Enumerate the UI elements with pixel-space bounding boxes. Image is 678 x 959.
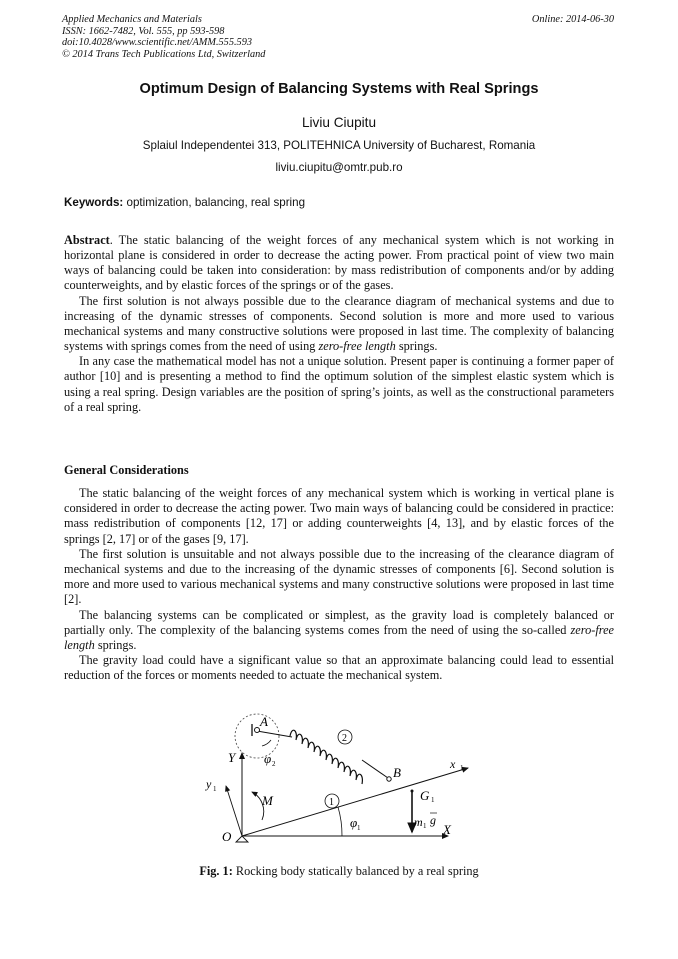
- body-paragraph: The balancing systems can be complicated or simplest, as the gravity load is completely balanced or partially only. The complexity of the balancing systems comes from the need of using the so-called zero-free length springs.: [64, 607, 614, 653]
- abstract-label: Abstract: [64, 233, 110, 247]
- keywords-label: Keywords:: [64, 196, 124, 209]
- label-y: Y: [228, 750, 236, 765]
- doi-line: doi:10.4028/www.scientific.net/AMM.555.593: [62, 37, 252, 49]
- label-m: M: [262, 793, 273, 808]
- label-g1: G: [420, 788, 430, 803]
- label-x1: x: [450, 757, 456, 771]
- label-b: B: [393, 765, 401, 780]
- section-body: [64, 486, 614, 684]
- journal-name: Applied Mechanics and Materials: [62, 14, 202, 25]
- keywords-text: optimization, balancing, real spring: [126, 196, 306, 209]
- abstract-paragraph: In any case the mathematical model has not a unique solution. Present paper is continuing a former paper of author [10] and is presenting a method to find the optimum solution of the simplest elastic system which is using a real spring. Design variables are the position of spring’s joints, as well as the constructional parameters of a real spring.: [64, 354, 614, 414]
- label-m1-sub: 1: [423, 822, 427, 830]
- paper-title: Optimum Design of Balancing Systems with Real Springs: [139, 81, 539, 97]
- spring-end-line-b: [362, 760, 388, 778]
- label-a: A: [260, 714, 268, 729]
- joint-a-range-circle: [235, 714, 279, 758]
- journal-header: [62, 14, 265, 60]
- body-paragraph: The static balancing of the weight forces of any mechanical system which is working in vertical plane is considered in order to decrease the acting power. Two main ways of balancing could be considered in practice: mass redistribution of components [12, 17] or adding counterweights [4, 13], and by elastic forces of the springs [2, 17] or of the gases [9, 17].: [64, 486, 614, 546]
- spring-number: 2: [342, 733, 347, 744]
- abstract-paragraph: Abstract. The static balancing of the weight forces of any mechanical system which is not working in horizontal plane is considered in order to decrease the acting power. From practical point of view two main ways of balancing could be taken into consideration: by mass redistribution of components and/or by adding counterweights, and by elastic forces of the springs or of the gases.: [64, 233, 614, 293]
- copyright-line: © 2014 Trans Tech Publications Ltd, Switzerland: [62, 48, 266, 60]
- label-phi1-sub: 1: [357, 824, 361, 832]
- label-m1: m: [414, 815, 423, 829]
- center-of-gravity: [411, 790, 414, 793]
- label-phi2-sub: 2: [272, 760, 276, 768]
- issn-line: ISSN: 1662-7482, Vol. 555, pp 593-598: [62, 25, 225, 37]
- author-name: Liviu Ciupitu: [301, 115, 377, 130]
- affiliation: Splaiul Independentei 313, POLITEHNICA University of Bucharest, Romania: [142, 139, 536, 152]
- joint-a: [255, 728, 260, 733]
- abstract-paragraph: The first solution is not always possible due to the clearance diagram of mechanical systems and due to increasing of the dynamic stresses of components. Second solution is more and more used to various mechanical systems and many constructive solutions were proposed in last time. The complexity of balancing systems with springs comes from the need of using zero-free length springs.: [64, 293, 614, 354]
- label-x1-sub: 1: [460, 764, 464, 772]
- body-number: 1: [329, 797, 334, 808]
- caption-text: Rocking body statically balanced by a real spring: [232, 864, 479, 878]
- author-email[interactable]: liviu.ciupitu@omtr.pub.ro: [275, 161, 403, 174]
- label-phi1: φ: [350, 815, 358, 830]
- label-phi2: φ: [264, 751, 272, 766]
- section-heading: General Considerations: [64, 463, 189, 477]
- body-paragraph: The first solution is unsuitable and not always possible due to the increasing of the clearance diagram of mechanical systems and due to the increasing of the dynamic stresses of components [6]. Second solution is more and more used to various mechanical systems and many constructive solutions were proposed in last time [2].: [64, 546, 614, 607]
- phi1-arc: [338, 807, 342, 836]
- label-y1-sub: 1: [213, 785, 217, 793]
- keywords: [64, 196, 305, 209]
- caption-label: Fig. 1:: [199, 864, 233, 878]
- phi2-arc: [262, 740, 271, 746]
- joint-b: [387, 777, 391, 781]
- label-x: X: [443, 822, 451, 837]
- origin-pivot: [236, 836, 248, 842]
- label-y1: y: [206, 777, 212, 791]
- label-g1-sub: 1: [431, 796, 435, 804]
- abstract: [64, 233, 614, 415]
- figure-caption: [0, 864, 678, 879]
- body-paragraph: The gravity load could have a significant value so that an approximate balancing could lead to essential reduction of the forces or moments needed to actuate the mechanical system.: [64, 653, 614, 683]
- online-date: Online: 2014-06-30: [531, 14, 614, 25]
- label-o: O: [222, 829, 232, 844]
- spring-end-line: [257, 731, 292, 737]
- figure-rocking-body: [190, 700, 490, 850]
- label-g: g: [430, 813, 436, 827]
